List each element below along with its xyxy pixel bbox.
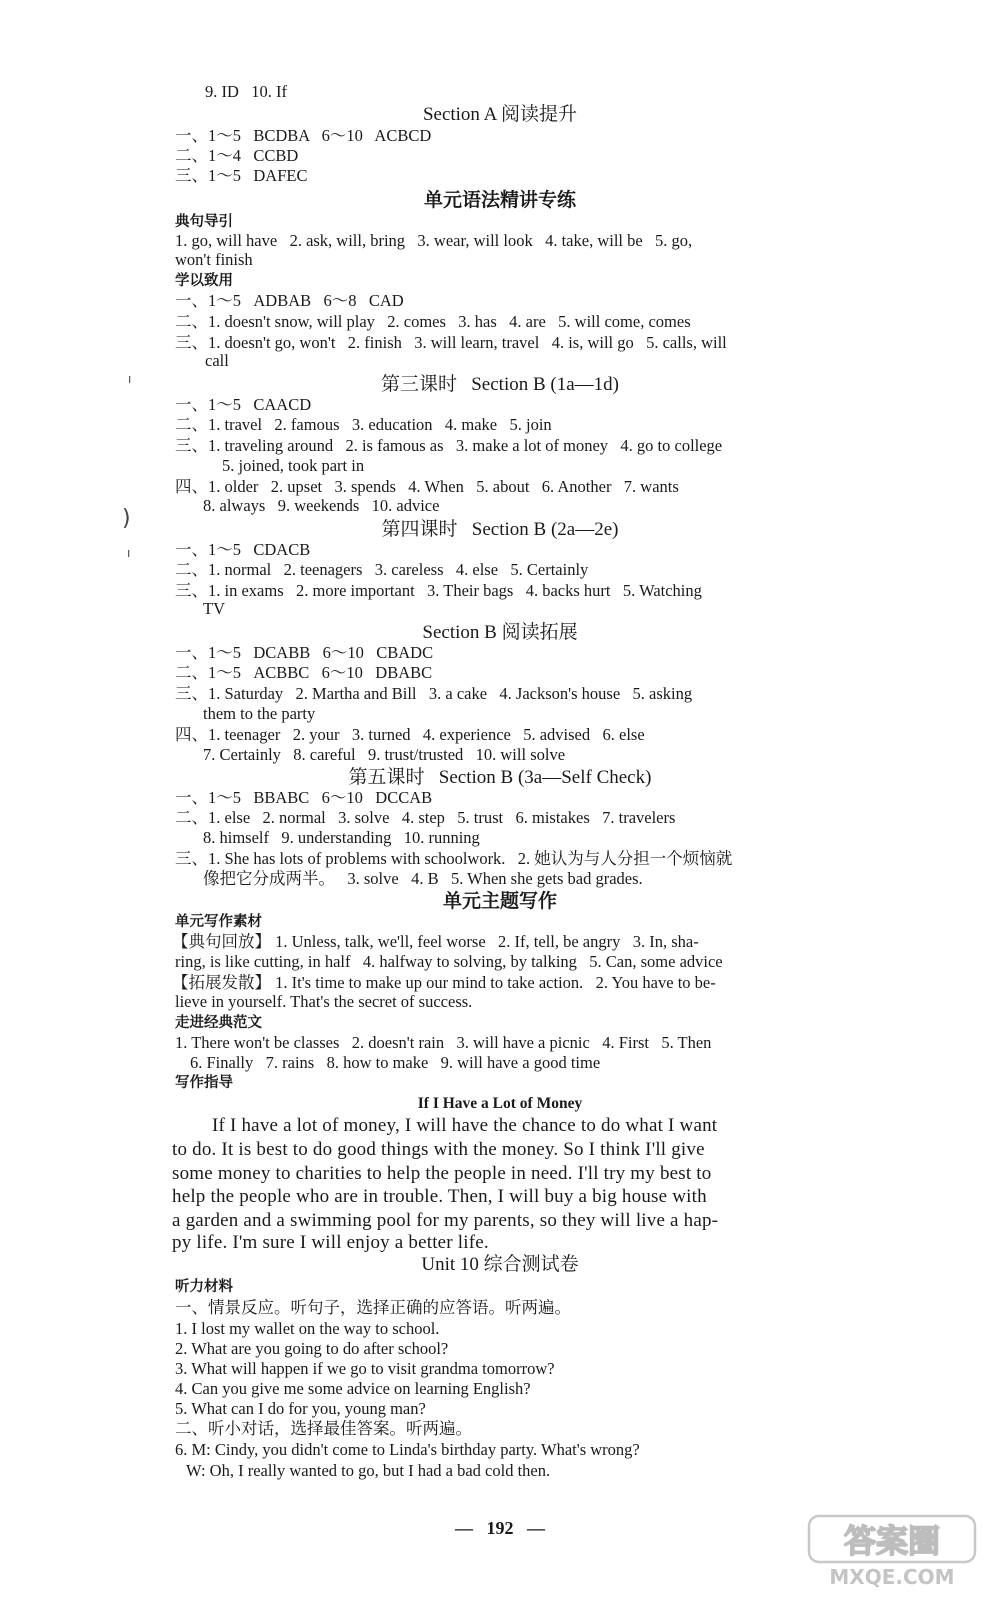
section-heading: Section A 阅读提升 — [422, 104, 578, 125]
scan-mark: ı — [128, 372, 132, 386]
answer-line: 8. always 9. weekends 10. advice — [203, 496, 440, 515]
answer-line: 二、1. normal 2. teenagers 3. careless 4. else 5. Certainly — [175, 560, 589, 579]
answer-line: 三、1. She has lots of problems with schoolwork. 2. 她认为与人分担一个烦恼就 — [175, 849, 733, 868]
answer-line: 【拓展发散】 1. It's time to make up our mind to take action. 2. You have to be- — [172, 973, 716, 992]
answer-line: 一、1～5 CAACD — [175, 395, 312, 414]
answer-line: 一、1～5 BBABC 6～10 DCCAB — [175, 788, 433, 807]
answer-line: 8. himself 9. understanding 10. running — [203, 828, 480, 847]
answer-line: 一、1～5 DCABB 6～10 CBADC — [175, 643, 434, 662]
essay-line: some money to charities to help the people in need. I'll try my best to — [172, 1163, 712, 1184]
watermark-text-cn: 答案圈 — [843, 1522, 941, 1560]
answer-line: 一、1～5 ADBAB 6～8 CAD — [175, 291, 404, 310]
answer-line: 1. go, will have 2. ask, will, bring 3. wear, will look 4. take, will be 5. go, — [175, 231, 693, 250]
lesson-heading: 第四课时 Section B (2a—2e) — [381, 519, 619, 540]
subsection-label: 单元写作素材 — [175, 914, 262, 930]
answer-line: them to the party — [203, 704, 316, 723]
essay-line: to do. It is best to do good things with the money. So I think I'll give — [172, 1139, 705, 1160]
essay-line: a garden and a swimming pool for my parents, so they will live a hap- — [172, 1210, 719, 1231]
scan-mark: ) — [122, 506, 131, 531]
subsection-label: 典句导引 — [175, 214, 233, 230]
answer-line: won't finish — [175, 250, 253, 269]
subsection-label: 学以致用 — [175, 273, 233, 289]
unit-test-heading: Unit 10 综合测试卷 — [421, 1254, 579, 1275]
listening-line: 二、听小对话，选择最佳答案。听两遍。 — [175, 1419, 472, 1438]
answer-line: ring, is like cutting, in half 4. halfway to solving, by talking 5. Can, some advice — [175, 952, 723, 971]
listening-line: 4. Can you give me some advice on learning English? — [175, 1379, 531, 1398]
subsection-label: 走进经典范文 — [175, 1015, 262, 1031]
lesson-heading: 第三课时 Section B (1a—1d) — [380, 374, 619, 395]
answer-line: 二、1. travel 2. famous 3. education 4. make 5. join — [175, 415, 552, 434]
answer-line: 三、1. traveling around 2. is famous as 3. make a lot of money 4. go to college — [175, 436, 723, 455]
answer-line: 四、1. older 2. upset 3. spends 4. When 5. about 6. Another 7. wants — [175, 477, 679, 496]
listening-line: 1. I lost my wallet on the way to school. — [175, 1319, 440, 1338]
watermark-text-url: MXQE.COM — [829, 1565, 955, 1589]
answer-line: 二、1. else 2. normal 3. solve 4. step 5. trust 6. mistakes 7. travelers — [175, 808, 676, 827]
answer-line: 【典句回放】 1. Unless, talk, we'll, feel worse 2. If, tell, be angry 3. In, sha- — [172, 932, 699, 951]
answer-line: 二、1. doesn't snow, will play 2. comes 3. has 4. are 5. will come, comes — [175, 312, 691, 331]
page-number: — 192 — — [455, 1518, 545, 1538]
answer-line: 像把它分成两半。 3. solve 4. B 5. When she gets bad grades. — [203, 869, 643, 888]
answer-line: lieve in yourself. That's the secret of success. — [175, 992, 473, 1011]
subsection-label: 听力材料 — [175, 1279, 233, 1295]
answer-line: 5. joined, took part in — [222, 456, 365, 475]
listening-line: 5. What can I do for you, young man? — [175, 1399, 426, 1418]
lesson-heading: 第五课时 Section B (3a—Self Check) — [348, 767, 652, 788]
essay-line: help the people who are in trouble. Then, I will buy a big house with — [172, 1186, 707, 1207]
answer-line: 三、1. in exams 2. more important 3. Their bags 4. backs hurt 5. Watching — [175, 581, 702, 600]
scan-mark: ı — [127, 546, 131, 560]
subsection-label: 写作指导 — [175, 1075, 233, 1091]
section-heading: 单元主题写作 — [442, 891, 557, 912]
answer-line: 三、1～5 DAFEC — [175, 166, 308, 185]
answer-line: TV — [203, 599, 225, 618]
listening-line: W: Oh, I really wanted to go, but I had a bad cold then. — [186, 1461, 551, 1480]
answer-line: call — [205, 351, 229, 370]
answer-line: 1. There won't be classes 2. doesn't rain 3. will have a picnic 4. First 5. Then — [175, 1033, 712, 1052]
section-heading: 单元语法精讲专练 — [423, 190, 576, 211]
essay-title: If I Have a Lot of Money — [417, 1095, 583, 1112]
listening-line: 6. M: Cindy, you didn't come to Linda's birthday party. What's wrong? — [175, 1440, 640, 1459]
answer-line: 7. Certainly 8. careful 9. trust/trusted 10. will solve — [203, 745, 566, 764]
essay-line: If I have a lot of money, I will have the chance to do what I want — [212, 1115, 718, 1136]
answer-line: 二、1～4 CCBD — [175, 146, 299, 165]
answer-line: 一、1～5 CDACB — [175, 540, 311, 559]
listening-line: 2. What are you going to do after school? — [175, 1339, 449, 1358]
answer-line: 三、1. doesn't go, won't 2. finish 3. will learn, travel 4. is, will go 5. calls, will — [175, 333, 727, 352]
answer-line: 一、1～5 BCDBA 6～10 ACBCD — [175, 126, 432, 145]
watermark-logo — [807, 1512, 977, 1590]
answer-line: 四、1. teenager 2. your 3. turned 4. experience 5. advised 6. else — [175, 725, 645, 744]
essay-line: py life. I'm sure I will enjoy a better life. — [172, 1232, 489, 1253]
answer-line: 9. ID 10. If — [205, 82, 288, 101]
watermark-graphic — [807, 1512, 977, 1590]
answer-line: 三、1. Saturday 2. Martha and Bill 3. a cake 4. Jackson's house 5. asking — [175, 684, 693, 703]
answer-line: 6. Finally 7. rains 8. how to make 9. will have a good time — [190, 1053, 601, 1072]
listening-line: 一、情景反应。听句子，选择正确的应答语。听两遍。 — [175, 1298, 571, 1317]
section-heading: Section B 阅读拓展 — [422, 622, 578, 643]
answer-line: 二、1～5 ACBBC 6～10 DBABC — [175, 663, 433, 682]
listening-line: 3. What will happen if we go to visit grandma tomorrow? — [175, 1359, 555, 1378]
